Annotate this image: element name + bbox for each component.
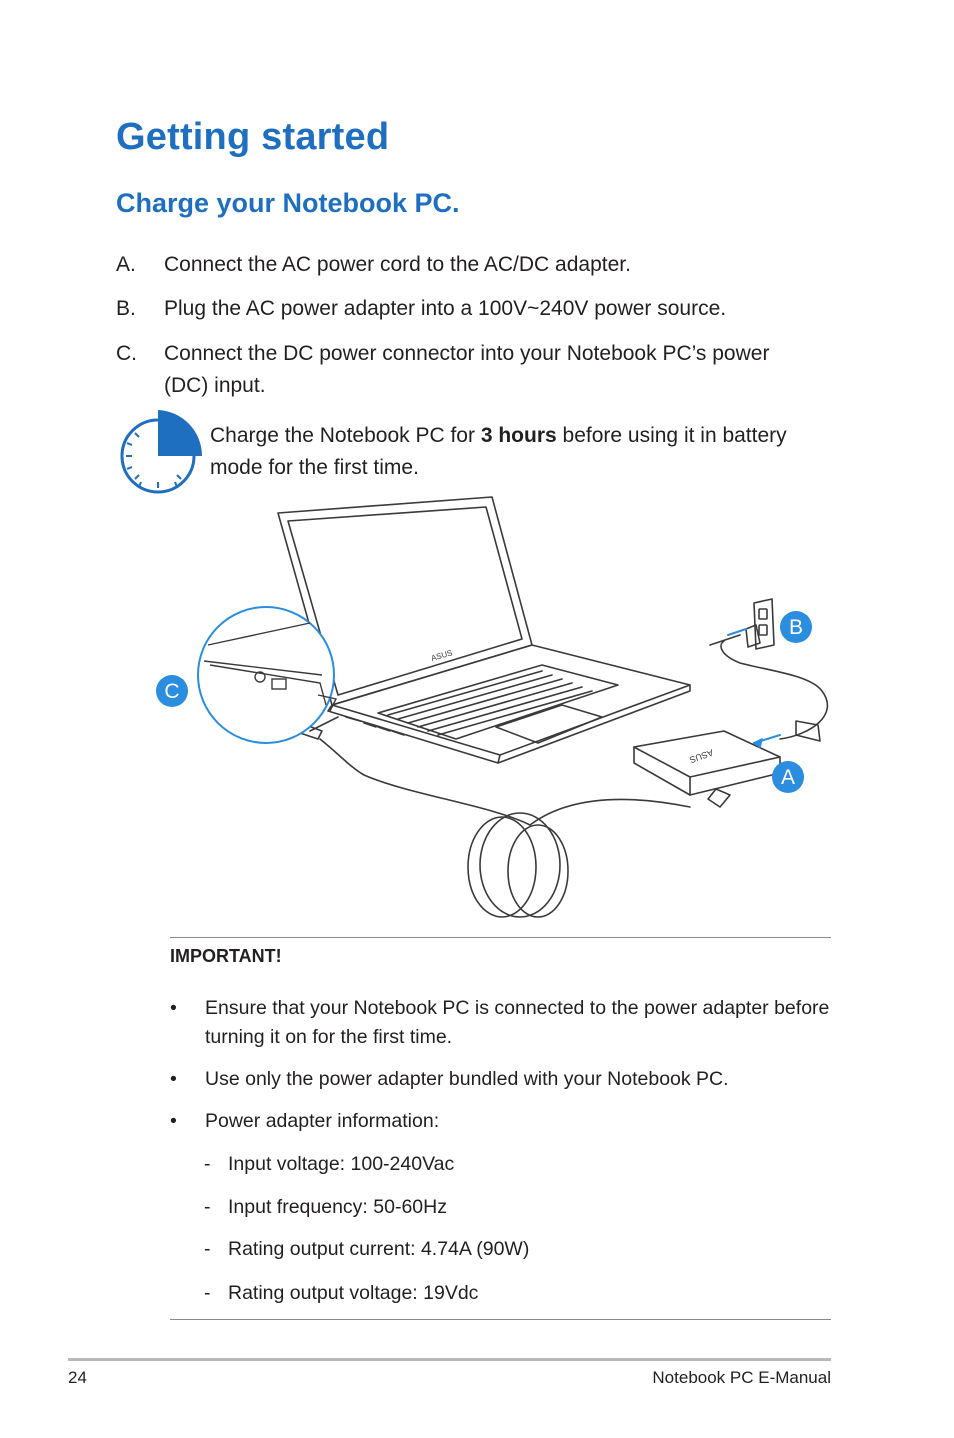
dash-mark: - bbox=[204, 1196, 211, 1218]
page-number: 24 bbox=[68, 1368, 87, 1387]
label-b bbox=[780, 611, 812, 643]
page-title: Getting started bbox=[116, 116, 390, 158]
step-letter: B. bbox=[116, 297, 136, 320]
dash-mark: - bbox=[204, 1153, 211, 1175]
important-top-rule bbox=[170, 937, 831, 938]
step-letter: A. bbox=[116, 253, 136, 276]
brand-logo: ASUS bbox=[430, 648, 454, 663]
section-heading: Charge your Notebook PC. bbox=[116, 188, 460, 218]
charging-illustration bbox=[150, 495, 850, 935]
step-text: Plug the AC power adapter into a 100V~240V power source. bbox=[164, 297, 727, 320]
adapter-info-text: Input voltage: 100-240Vac bbox=[228, 1153, 455, 1175]
label-a-text: A bbox=[780, 766, 796, 789]
label-c-text: C bbox=[164, 680, 180, 703]
port-zoom-circle bbox=[198, 607, 336, 743]
step-text: Connect the AC power cord to the AC/DC adapter. bbox=[164, 253, 631, 276]
step-letter: C. bbox=[116, 342, 137, 365]
charge-note-before: Charge the Notebook PC for bbox=[210, 424, 481, 447]
important-bottom-rule bbox=[170, 1319, 831, 1320]
footer-rule bbox=[68, 1358, 831, 1361]
adapter-info-text: Rating output current: 4.74A (90W) bbox=[228, 1238, 530, 1260]
bullet-mark: • bbox=[170, 997, 177, 1019]
charge-note-after: before using it in battery mode for the first time. bbox=[210, 424, 787, 479]
adapter-brand-logo: ASUS bbox=[688, 747, 715, 766]
bullet-text: Power adapter information: bbox=[205, 1110, 440, 1132]
manual-name: Notebook PC E-Manual bbox=[652, 1368, 831, 1387]
bullet-mark: • bbox=[170, 1110, 177, 1132]
dash-mark: - bbox=[204, 1238, 211, 1260]
adapter-info-text: Input frequency: 50-60Hz bbox=[228, 1196, 447, 1218]
dash-mark: - bbox=[204, 1282, 211, 1304]
bullet-mark: • bbox=[170, 1068, 177, 1090]
adapter-info-text: Rating output voltage: 19Vdc bbox=[228, 1282, 479, 1304]
label-b-text: B bbox=[788, 616, 804, 639]
label-c bbox=[156, 675, 188, 707]
charge-note-duration: 3 hours bbox=[480, 424, 557, 447]
label-a bbox=[772, 761, 804, 793]
bullet-text: Ensure that your Notebook PC is connected to the power adapter before turning it on for the first time. bbox=[205, 997, 830, 1048]
bullet-text: Use only the power adapter bundled with your Notebook PC. bbox=[205, 1068, 729, 1090]
clock-icon bbox=[118, 408, 204, 494]
charge-note bbox=[210, 420, 800, 484]
notebook-pc-illustration bbox=[278, 497, 690, 763]
step-text: Connect the DC power connector into your Notebook PC’s power (DC) input. bbox=[164, 342, 770, 397]
important-label: IMPORTANT! bbox=[170, 946, 282, 966]
wall-outlet-illustration bbox=[754, 599, 774, 649]
